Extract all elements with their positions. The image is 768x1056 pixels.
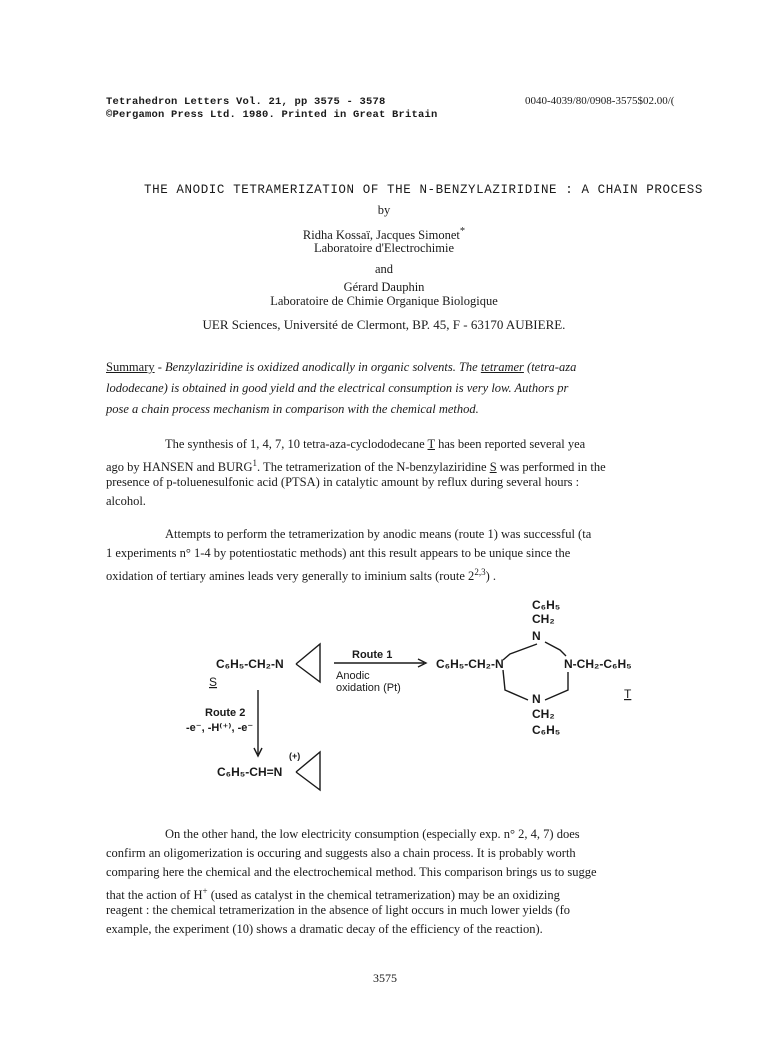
para2-text-3a: oxidation of tertiary amines leads very generally to iminium salts (route 2 (106, 569, 475, 584)
compound-S-ref: S (489, 460, 497, 475)
reactant-formula: C₆H₅-CH₂-N (216, 657, 284, 671)
ring-bond-3 (545, 672, 568, 700)
reactant-label-S: S (209, 675, 218, 689)
route1-condition-1: Anodic (336, 670, 370, 682)
affiliation-2: Laboratoire de Chimie Organique Biologique (270, 294, 498, 308)
para1-text-2b: . The tetramerization of the N-benzylaziridine (257, 460, 490, 475)
para2-text-3b: ) . (485, 569, 496, 584)
para3-line-2: confirm an oligomerization is occuring and suggests also a chain process. It is probably worth (106, 846, 576, 860)
iminium-charge: (+) (289, 751, 301, 761)
product-bottom-ch2: CH₂ (532, 707, 555, 721)
para3-text-4b: (used as catalyst in the chemical tetramerization) may be an oxidizing (207, 888, 560, 903)
para1-text-2c: was performed in the (496, 460, 606, 475)
iminium-formula: C₆H₅-CH=N (217, 765, 283, 779)
summary-text-1-end: (tetra-aza (523, 360, 577, 374)
product-left-substituent: C₆H₅-CH₂-N (436, 657, 504, 671)
summary-text-1: - Benzylaziridine is oxidized anodically in organic solvents. The (154, 360, 481, 374)
affiliation-1: Laboratoire d'Electrochimie (313, 241, 455, 255)
product-label-T: T (624, 687, 632, 701)
product-top-phenyl: C₆H₅ (532, 598, 561, 612)
ring-bond-1 (503, 644, 537, 660)
para1-text-2a: ago by HANSEN and BURG (106, 460, 253, 475)
ref-2-3: 2,3 (474, 567, 486, 577)
para3-line-5: reagent : the chemical tetramerization in the absence of light occurs in much lower yields (fo (106, 903, 571, 917)
address: UER Sciences, Université de Clermont, BP. 45, F - 63170 AUBIERE. (202, 317, 566, 332)
para3-line-6: example, the experiment (10) shows a dramatic decay of the efficiency of the reaction). (106, 922, 543, 936)
and-line: and (374, 262, 394, 276)
ring-bond-4 (545, 642, 566, 656)
corresponding-mark: * (459, 226, 466, 237)
para3-line-1: On the other hand, the low electricity consumption (especially exp. n° 2, 4, 7) does (165, 827, 580, 841)
aziridine-ring (296, 644, 320, 682)
para2-line-2: 1 experiments n° 1-4 by potentiostatic methods) ant this result appears to be unique since the (106, 546, 571, 560)
article-code: 0040-4039/80/0908-3575$02.00/( (525, 95, 675, 107)
ref-1: 1 (252, 458, 258, 468)
summary-label: Summary (106, 360, 155, 374)
by-line: by (377, 203, 391, 217)
product-top-n: N (532, 629, 541, 643)
compound-T-ref: T (427, 437, 435, 451)
summary-tetramer: tetramer (480, 360, 524, 374)
page-number: 3575 (373, 971, 397, 985)
para1-text-1b: has been reported several yea (434, 437, 586, 451)
journal-citation: Tetrahedron Letters Vol. 21, pp 3575 - 3578 (106, 96, 386, 108)
product-bottom-phenyl: C₆H₅ (532, 723, 561, 737)
summary-line-3: pose a chain process mechanism in comparison with the chemical method. (106, 402, 479, 416)
para3-line-4 (106, 883, 560, 904)
route1-label: Route 1 (352, 649, 393, 661)
authors-1: Ridha Kossaï, Jacques Simonet (302, 228, 460, 243)
route1-condition-2: oxidation (Pt) (336, 682, 401, 694)
route2-condition: -e⁻, -H⁽⁺⁾, -e⁻ (186, 722, 254, 734)
paper-title: THE ANODIC TETRAMERIZATION OF THE N-BENZYLAZIRIDINE : A CHAIN PROCESS (144, 183, 703, 197)
authors-line-2: Gérard Dauphin (343, 280, 425, 294)
route2-label: Route 2 (205, 707, 246, 719)
para1-line-4: alcohol. (106, 494, 146, 508)
para3-line-3: comparing here the chemical and the electrochemical method. This comparison brings us to sugge (106, 865, 597, 879)
product-bottom-n: N (532, 692, 541, 706)
para1-line-3: presence of p-toluenesulfonic acid (PTSA) in catalytic amount by reflux during several hours : (106, 475, 580, 489)
publisher-line: ©Pergamon Press Ltd. 1980. Printed in Great Britain (106, 109, 438, 121)
summary-line-2: lododecane) is obtained in good yield and the electrical consumption is very low. Authors pr (106, 381, 569, 395)
proton-charge: + (202, 886, 208, 896)
para2-line-1: Attempts to perform the tetramerization by anodic means (route 1) was successful (ta (165, 527, 592, 541)
product-top-ch2: CH₂ (532, 612, 555, 626)
product-right-substituent: N-CH₂-C₆H₅ (564, 657, 632, 671)
para1-text-1a: The synthesis of 1, 4, 7, 10 tetra-aza-cyclododecane (165, 437, 428, 451)
ring-bond-2 (503, 670, 528, 700)
para3-text-4a: that the action of H (106, 888, 203, 903)
